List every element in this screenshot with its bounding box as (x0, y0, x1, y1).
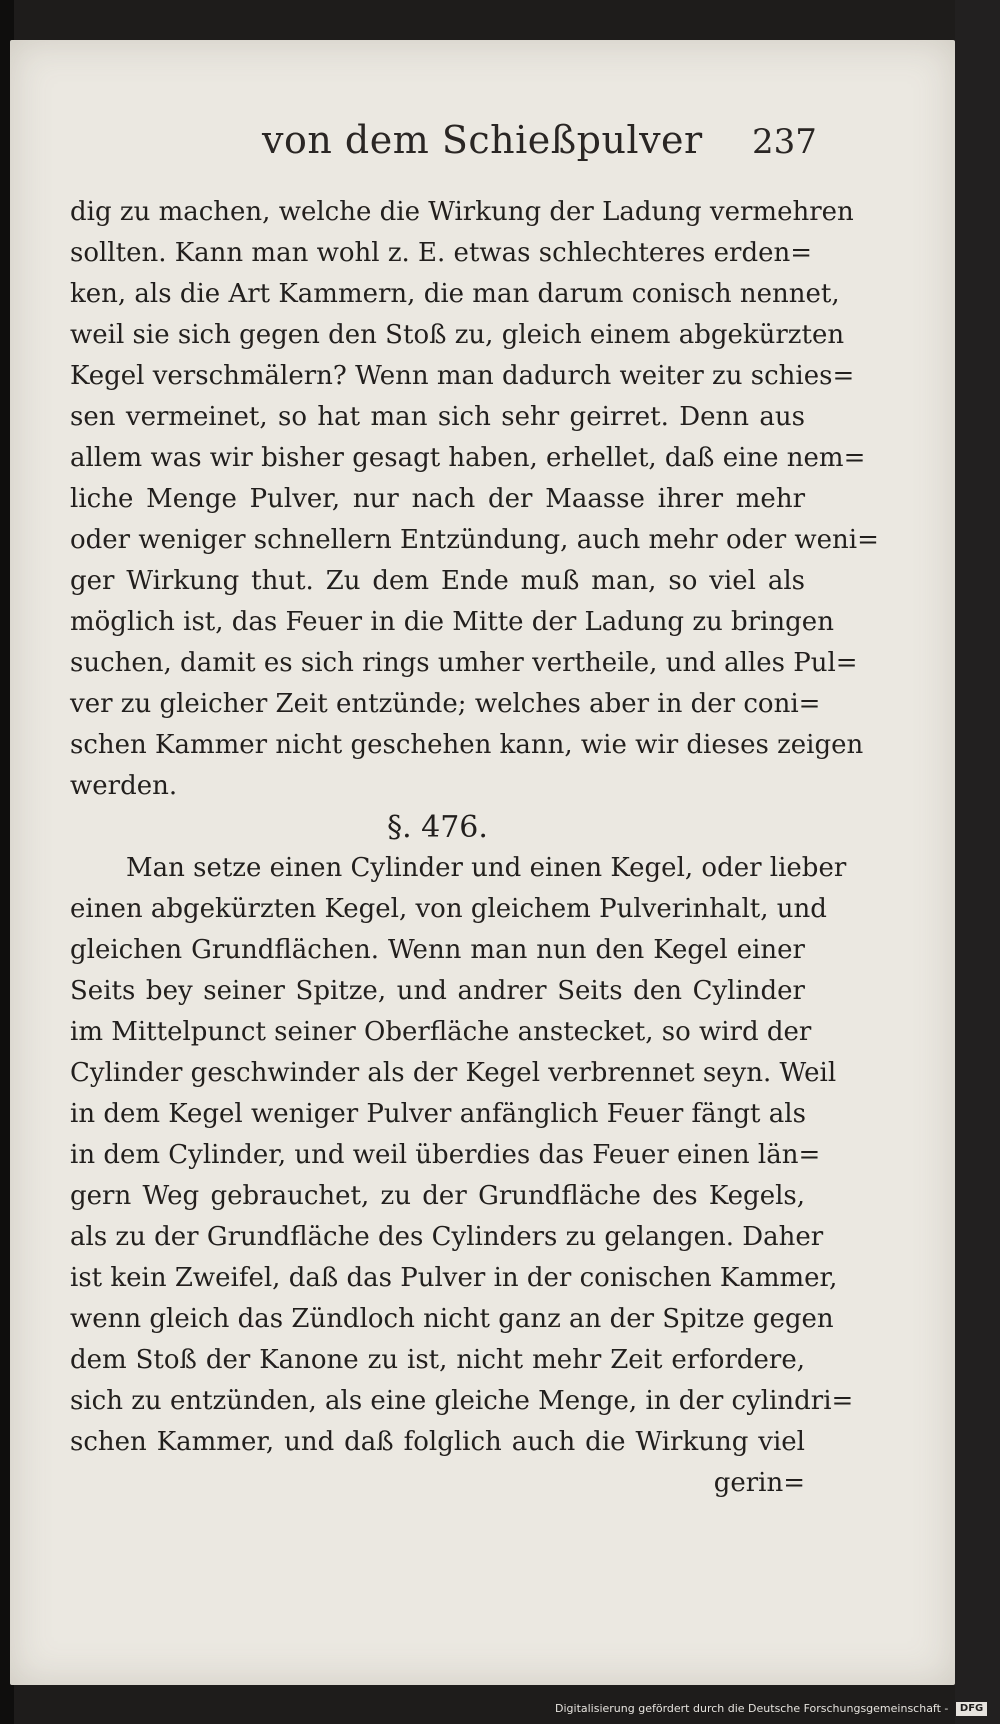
text-line: schen Kammer, und daß folglich auch die Wirkung viel (70, 1427, 805, 1457)
text-line: Kegel verschmälern? Wenn man dadurch weiter zu schies= (70, 361, 855, 391)
text-line: als zu der Grundfläche des Cylinders zu gelangen. Daher (70, 1222, 824, 1252)
text-line: werden. (70, 771, 178, 801)
running-title: von dem Schießpulver (262, 118, 703, 162)
text-line: schen Kammer nicht geschehen kann, wie wir dieses zeigen (70, 730, 864, 760)
text-line: dig zu machen, welche die Wirkung der Ladung vermehren (70, 197, 854, 227)
text-line: im Mittelpunct seiner Oberfläche anstecket, so wird der (70, 1017, 812, 1047)
section-heading: §. 476. (387, 810, 488, 845)
text-line: einen abgekürzten Kegel, von gleichem Pulverinhalt, und (70, 894, 827, 924)
digitization-credit (555, 1702, 987, 1716)
text-line: ger Wirkung thut. Zu dem Ende muß man, so viel als (70, 566, 805, 596)
text-line: liche Menge Pulver, nur nach der Maasse ihrer mehr (70, 484, 805, 514)
text-line: in dem Kegel weniger Pulver anfänglich Feuer fängt als (70, 1099, 806, 1129)
catchword: gerin= (713, 1468, 805, 1498)
text-line: sich zu entzünden, als eine gleiche Menge, in der cylindri= (70, 1386, 854, 1416)
text-line: wenn gleich das Zündloch nicht ganz an der Spitze gegen (70, 1304, 834, 1334)
text-line: ver zu gleicher Zeit entzünde; welches aber in der coni= (70, 689, 821, 719)
text-line: ken, als die Art Kammern, die man darum conisch nennet, (70, 279, 840, 309)
text-line: möglich ist, das Feuer in die Mitte der Ladung zu bringen (70, 607, 834, 637)
credit-text: Digitalisierung gefördert durch die Deutsche Forschungsgemeinschaft - (555, 1702, 949, 1715)
text-line: sollten. Kann man wohl z. E. etwas schlechteres erden= (70, 238, 813, 268)
text-line: dem Stoß der Kanone zu ist, nicht mehr Zeit erfordere, (70, 1345, 805, 1375)
body-text (70, 192, 879, 1504)
book-spine (955, 0, 1000, 1724)
text-line: Man setze einen Cylinder und einen Kegel, oder lieber (126, 853, 847, 883)
text-line: allem was wir bisher gesagt haben, erhellet, daß eine nem= (70, 443, 866, 473)
text-line: weil sie sich gegen den Stoß zu, gleich einem abgekürzten (70, 320, 845, 350)
page-number: 237 (752, 122, 817, 162)
text-line: Seits bey seiner Spitze, und andrer Seits den Cylinder (70, 976, 805, 1006)
text-line: sen vermeinet, so hat man sich sehr geirret. Denn aus (70, 402, 805, 432)
text-line: ist kein Zweifel, daß das Pulver in der conischen Kammer, (70, 1263, 838, 1293)
text-line: in dem Cylinder, und weil überdies das Feuer einen län= (70, 1140, 821, 1170)
text-line: gleichen Grundflächen. Wenn man nun den Kegel einer (70, 935, 805, 965)
dfg-logo: DFG (956, 1702, 987, 1716)
text-line: suchen, damit es sich rings umher vertheile, und alles Pul= (70, 648, 858, 678)
text-line: Cylinder geschwinder als der Kegel verbrennet seyn. Weil (70, 1058, 837, 1088)
text-line: oder weniger schnellern Entzündung, auch mehr oder weni= (70, 525, 879, 555)
text-line: gern Weg gebrauchet, zu der Grundfläche des Kegels, (70, 1181, 805, 1211)
